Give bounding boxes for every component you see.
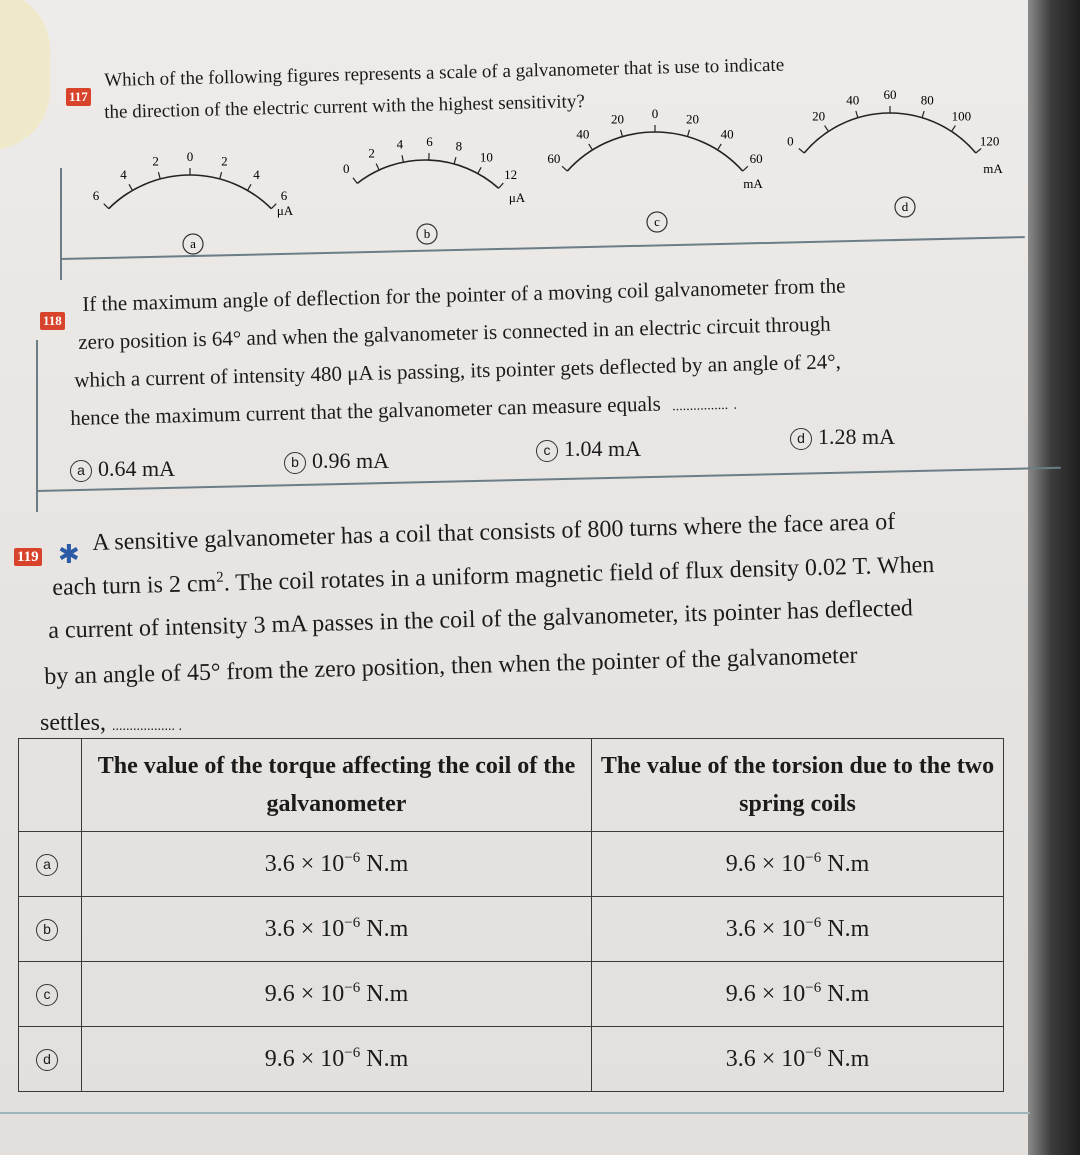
scale-arc — [357, 160, 498, 188]
header-torque: The value of the torque affecting the coil of the galvanometer — [82, 739, 592, 832]
scale-tick-label: 2 — [368, 145, 375, 161]
option-letter: d — [790, 428, 812, 450]
scale-tick — [976, 149, 981, 153]
option-text: 1.28 mA — [818, 424, 895, 449]
scale-tick — [688, 130, 690, 137]
scale-tick-label: 6 — [92, 187, 100, 203]
scale-tick-label: 100 — [951, 108, 972, 124]
torque-cell: $3.6 \times 10^{-6}$ N.m — [82, 832, 592, 897]
option-letter: c — [536, 440, 558, 462]
scale-tick-label: 10 — [479, 149, 493, 165]
scale-tick — [271, 204, 276, 209]
table-header-row — [19, 739, 1004, 832]
figure-label[interactable]: a — [190, 236, 196, 251]
scale-tick — [376, 164, 379, 170]
question-number: 117 — [66, 88, 91, 106]
question-number: 118 — [40, 312, 65, 330]
option-letter: d — [36, 1049, 58, 1071]
torque-cell: $9.6 \times 10^{-6}$ N.m — [82, 962, 592, 1027]
scale-tick — [104, 204, 109, 209]
torque-cell: $3.6 \times 10^{-6}$ N.m — [82, 897, 592, 962]
figure-label[interactable]: d — [901, 199, 909, 214]
scale-unit: μA — [276, 203, 294, 218]
option-text: 0.96 mA — [312, 448, 389, 473]
scale-tick — [158, 172, 160, 179]
option-letter: b — [36, 919, 58, 941]
option-text: 0.64 mA — [98, 456, 175, 481]
empty-header-cell — [19, 739, 82, 832]
scale-tick-label: 60 — [749, 150, 763, 166]
scale-tick — [220, 172, 222, 179]
table-row[interactable] — [19, 897, 1004, 962]
scale-tick-label: 80 — [920, 92, 934, 108]
scale-tick-label: 20 — [685, 111, 699, 127]
answer-blank: .................. — [112, 719, 175, 734]
box-border — [60, 168, 62, 280]
scale-tick — [799, 149, 804, 153]
scale-tick-label: 0 — [186, 149, 194, 164]
question-text-line: Which of the following figures represents a scale of a galvanometer that is use to indicate — [104, 54, 785, 91]
scale-tick-label: 4 — [253, 166, 260, 182]
scale-tick — [718, 144, 722, 150]
answer-table — [18, 738, 1004, 1092]
table-row[interactable] — [19, 832, 1004, 897]
option-letter: c — [36, 984, 58, 1006]
question-text-line: hence the maximum current that the galvanometer can measure equals — [70, 391, 662, 430]
scale-tick — [129, 184, 133, 190]
scale-tick — [743, 166, 748, 171]
question-text-line: zero position is 64° and when the galvanometer is connected in an electric circuit through — [78, 311, 831, 354]
scale-tick — [353, 178, 357, 184]
option-c[interactable] — [536, 436, 641, 462]
scale-tick — [589, 144, 593, 150]
question-text-line: A sensitive galvanometer has a coil that consists of 800 turns where the face area of — [92, 508, 896, 556]
option-d[interactable] — [790, 424, 895, 450]
scale-tick-label: 20 — [812, 108, 826, 124]
question-text-line: which a current of intensity 480 μA is passing, its pointer gets deflected by an angle of 24°, — [74, 349, 842, 392]
option-b[interactable] — [284, 448, 389, 474]
scale-tick-label: 2 — [221, 153, 228, 169]
question-number: 119 — [14, 548, 42, 566]
scale-tick-label: 0 — [787, 133, 794, 149]
option-a[interactable] — [70, 456, 175, 482]
scale-tick-label: 6 — [426, 134, 433, 150]
scale-unit: mA — [983, 161, 1003, 176]
question-text-line: by an angle of 45° from the zero position, then when the pointer of the galvanometer — [44, 642, 858, 690]
textbook-page: 117 Which of the following figures represents a scale of a galvanometer that is use to indicate the direction of the electric current with the highest sensitivity? 6 4 2 0 2 4 6 μA a 0 2 4 6 8 10 12 μA b 60 40 20 0 20 40 60 mA c 0 20 40 60 80 100 120 mA d 118 If the maximum angle of deflection for the pointer of a moving coil galvanometer from the zero position is 64° and when the galvanometer is connected in an electric circuit through which a current of intensity 480 μA is passing, its pointer gets deflected by an angle of 24°, hence the maximum current that the galvanometer can measure equals ................ . a 0.64 mA b 0.96 mA c 1.04 mA d 1.28 mA 119 ✱ A sensitive galvanometer has a coil that consists of 800 turns where the face area of each turn is 2 $cm^2$. The coil rotates in a uniform magnetic field of flux density 0.02 T. When a current of intensity 3 mA passes in the coil of the galvanometer, its pointer has deflected by an angle of 45° from the zero position, then when the pointer of the galvanometer settles, .................. . The value of the torque affecting the coil of the galvanometer The value of the torsion due to the two spring coils a $3.6 \times 10^{-6}$ N.m $9.6 \times 10^{-6}$ N.m b $3.6 \times 10^{-6}$ N.m $3.6 \times 10^{-6}$ N.m c $9.6 \times 10^{-6}$ N.m $9.6 \times 10^{-6}$ N.m d $9.6 \times 10^{-6}$ N.m $3.6 \times 10^{-6}$ N.m — [0, 0, 1080, 1155]
scale-tick-label: 40 — [720, 126, 734, 142]
scale-tick — [856, 111, 858, 118]
superscript: 2 — [215, 569, 224, 586]
scale-tick-label: 20 — [611, 111, 625, 127]
torsion-cell: $3.6 \times 10^{-6}$ N.m — [591, 897, 1003, 962]
divider — [0, 1112, 1030, 1114]
torque-cell: $9.6 \times 10^{-6}$ N.m — [82, 1027, 592, 1092]
torsion-cell: $9.6 \times 10^{-6}$ N.m — [591, 962, 1003, 1027]
scale-tick-label: 40 — [846, 92, 860, 108]
scale-unit: μA — [508, 190, 526, 205]
scale-tick — [478, 167, 481, 173]
table-row[interactable] — [19, 1027, 1004, 1092]
question-text-line: . The coil rotates in a uniform magnetic field of flux density 0.02 T. When — [223, 551, 935, 597]
figure-label[interactable]: b — [423, 226, 431, 241]
star-icon: ✱ — [58, 540, 80, 569]
scale-tick-label: 8 — [455, 138, 463, 154]
option-letter: a — [70, 460, 92, 482]
scale-tick-label: 120 — [979, 133, 1000, 149]
divider — [36, 467, 1061, 492]
scale-tick — [952, 126, 956, 132]
scale-tick — [402, 155, 403, 162]
scale-tick — [922, 111, 924, 118]
scale-unit: mA — [743, 176, 763, 191]
question-text-line: If the maximum angle of deflection for the pointer of a moving coil galvanometer from the — [82, 273, 846, 316]
torsion-cell: $3.6 \times 10^{-6}$ N.m — [591, 1027, 1003, 1092]
galvanometer-scales-figure — [0, 0, 1040, 260]
scale-tick — [562, 166, 567, 171]
scale-tick-label: 2 — [152, 153, 159, 169]
scale-tick-label: 4 — [120, 166, 127, 182]
question-text-line: a current of intensity 3 mA passes in the coil of the galvanometer, its pointer has deflected — [48, 595, 914, 644]
box-border — [36, 340, 38, 512]
scale-tick-label: 60 — [883, 87, 897, 102]
option-text: 1.04 mA — [564, 436, 641, 461]
scale-tick — [825, 126, 829, 132]
scale-tick-label: 60 — [547, 150, 561, 166]
header-torsion: The value of the torsion due to the two spring coils — [591, 739, 1003, 832]
scale-tick — [499, 183, 504, 188]
question-text-line: each turn is 2 cm — [52, 570, 217, 601]
scale-tick-label: 0 — [651, 106, 659, 121]
question-text-line: the direction of the electric current with the highest sensitivity? — [104, 91, 586, 123]
scale-tick — [621, 130, 623, 137]
scale-tick-label: 6 — [280, 187, 288, 203]
scale-arc — [567, 132, 742, 171]
scale-arc — [804, 113, 976, 153]
scale-arc — [109, 175, 272, 209]
answer-blank: ................ — [671, 397, 729, 415]
torsion-cell: $9.6 \times 10^{-6}$ N.m — [591, 832, 1003, 897]
scale-tick-label: 40 — [576, 126, 590, 142]
option-letter: b — [284, 452, 306, 474]
question-text-line: settles, — [40, 710, 112, 736]
scale-tick-label: 0 — [342, 161, 350, 177]
table-row[interactable] — [19, 962, 1004, 1027]
scale-tick-label: 12 — [504, 166, 518, 182]
scale-tick — [454, 157, 456, 164]
scale-tick — [248, 184, 252, 190]
scale-tick-label: 4 — [396, 136, 404, 152]
option-letter: a — [36, 854, 58, 876]
figure-label[interactable]: c — [654, 214, 660, 229]
